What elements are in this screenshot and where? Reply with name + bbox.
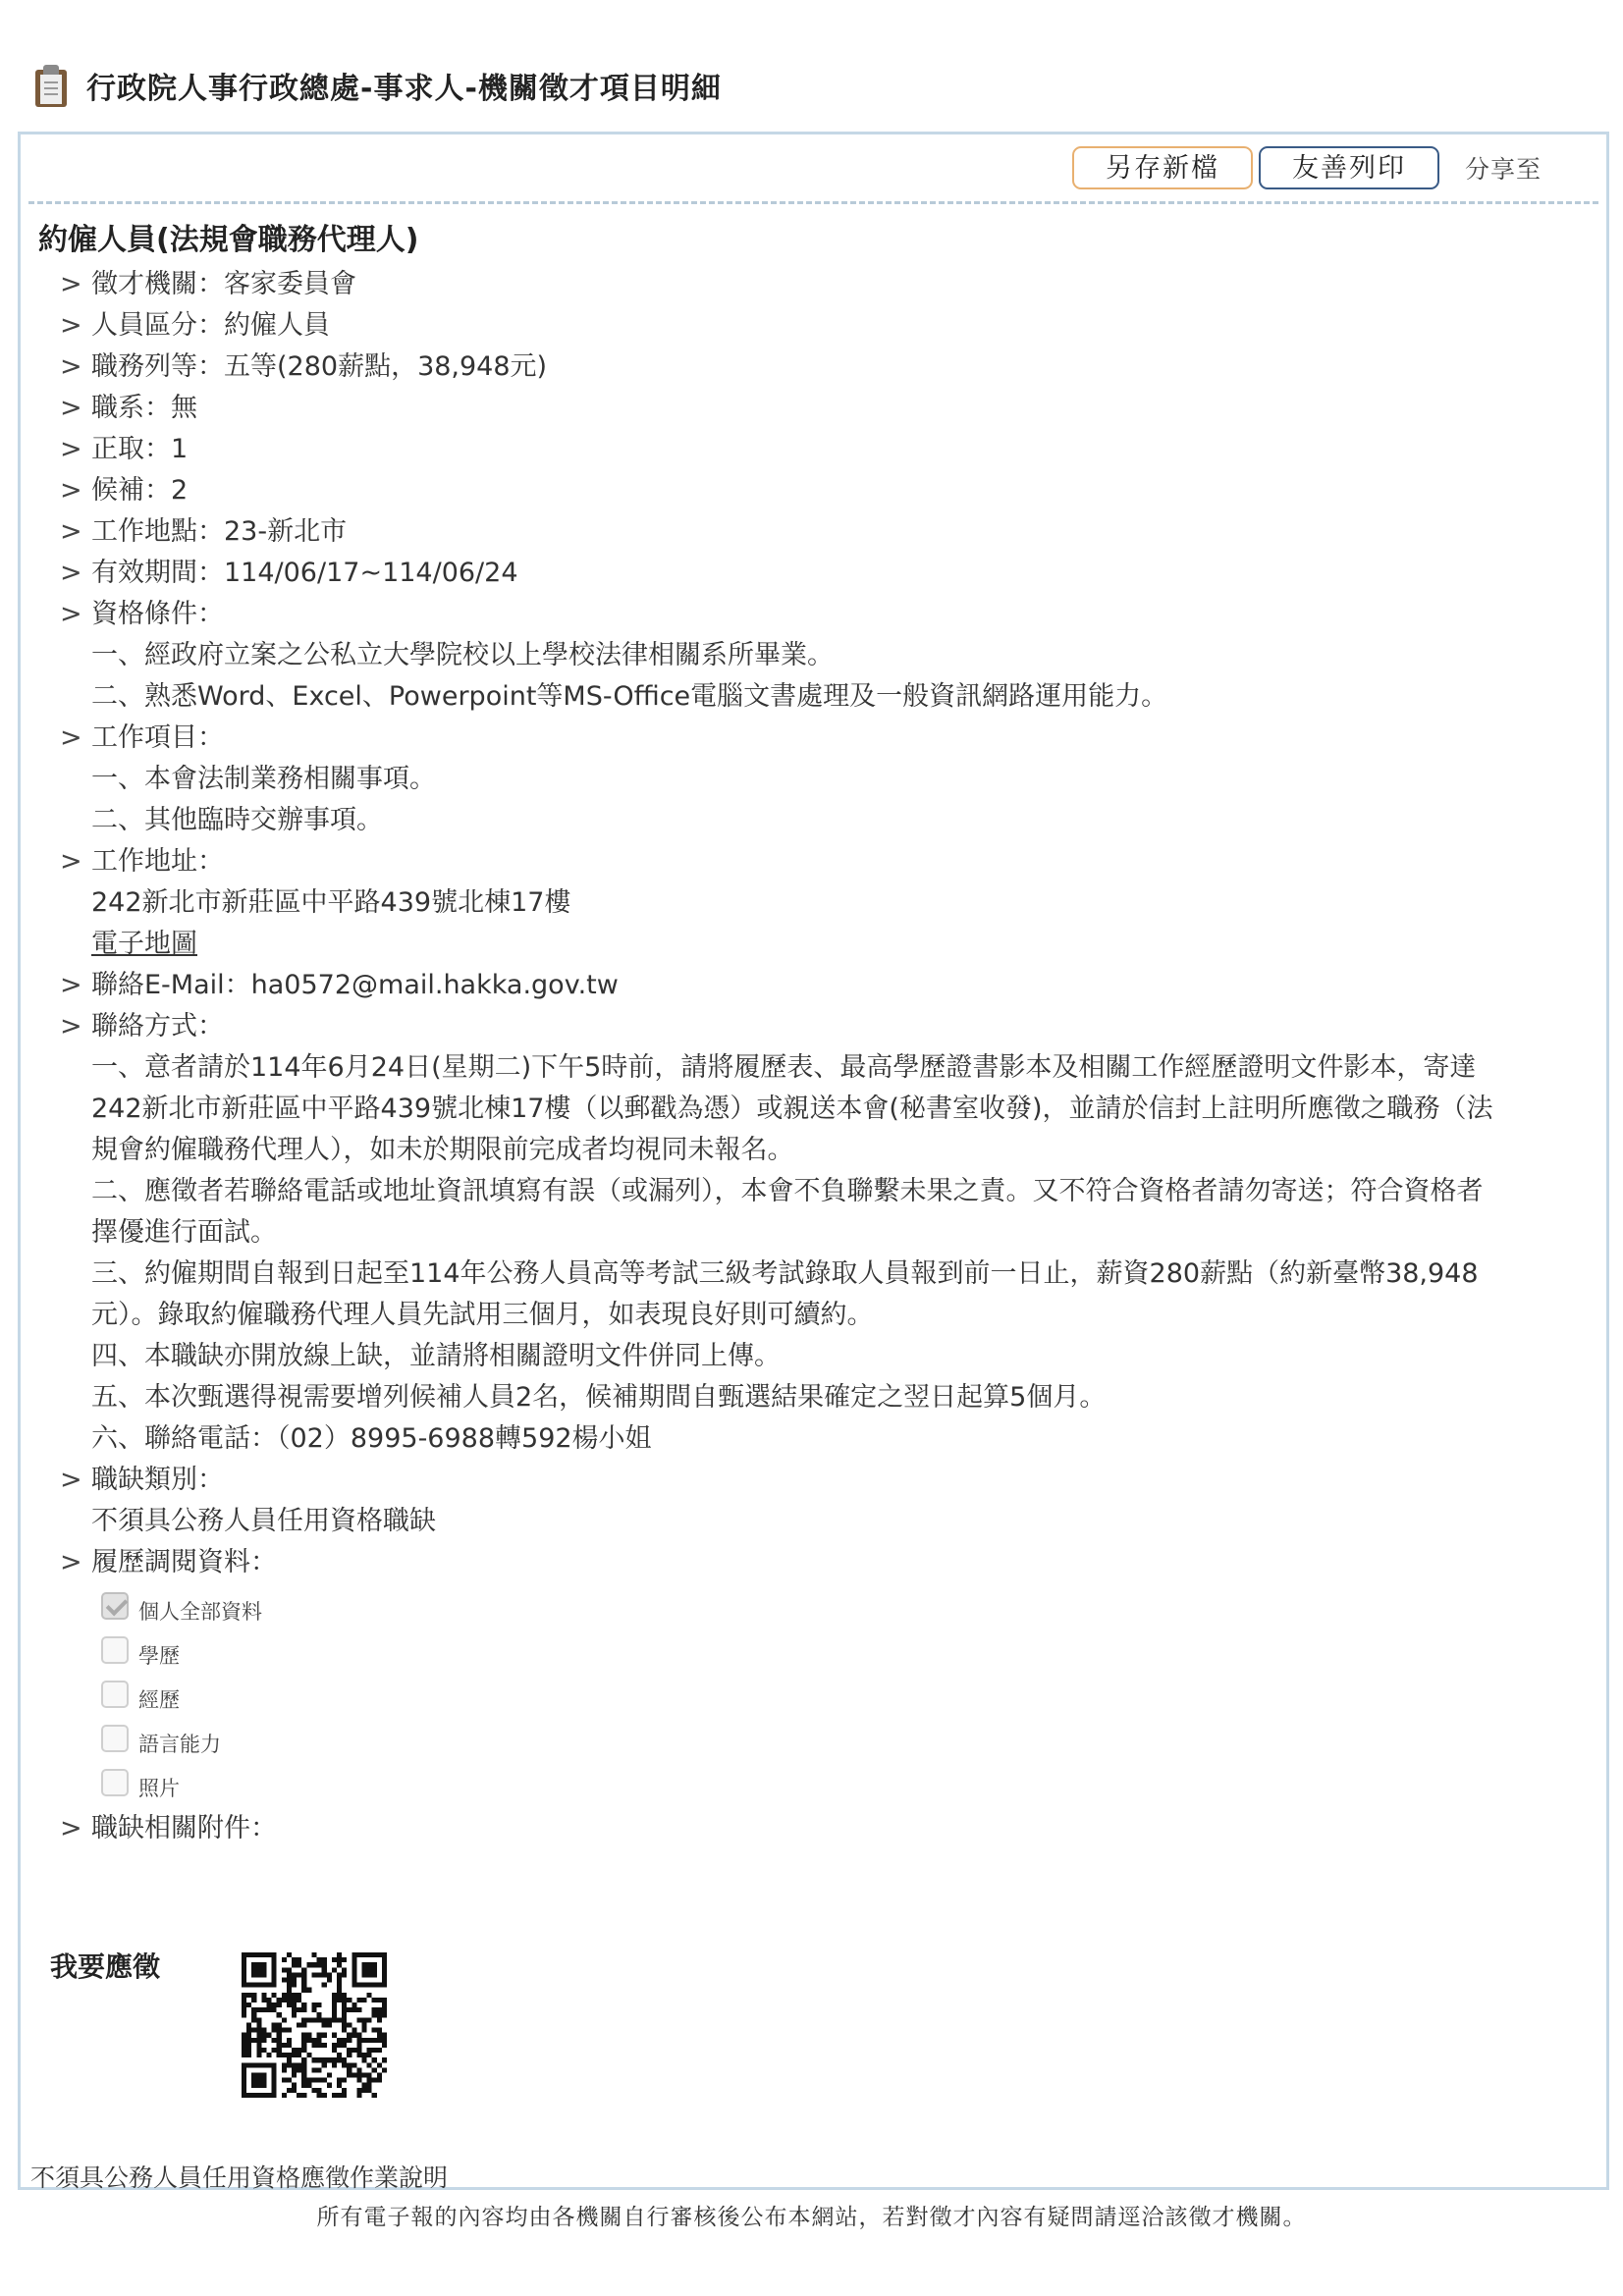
- job-title: 約僱人員(法規會職務代理人): [38, 223, 419, 257]
- dashed-divider: [28, 201, 1598, 204]
- contact-line: 規會約僱職務代理人），如未於期限前完成者均視同未報名。: [91, 1135, 794, 1165]
- chevron-right-icon: >: [60, 558, 82, 588]
- duty-line: 一、本會法制業務相關事項。: [91, 764, 436, 794]
- contact-line: 五、本次甄選得視需要增列候補人員2名，候補期間自甄選結果確定之翌日起算5個月。: [91, 1382, 1107, 1413]
- field-address: > 工作地址：: [38, 841, 1609, 882]
- footer-note: 所有電子報的內容均由各機關自行審核後公布本網站，若對徵才內容有疑問請逕洽該徵才機關。: [316, 2205, 1307, 2230]
- contact-line: 元）。錄取約僱職務代理人員先試用三個月，如表現良好則可續約。: [91, 1300, 874, 1330]
- chevron-right-icon: >: [60, 1813, 82, 1843]
- checkbox[interactable]: [101, 1725, 129, 1752]
- detail-list: [38, 264, 1609, 1849]
- toolbar: [1072, 146, 1542, 189]
- chevron-right-icon: >: [60, 722, 82, 753]
- chevron-right-icon: >: [60, 393, 82, 423]
- checkbox[interactable]: [101, 1681, 129, 1708]
- clipboard-icon: [33, 64, 69, 107]
- contact-line: 一、意者請於114年6月24日(星期二)下午5時前，請將履歷表、最高學歷證書影本及相關工作經歷證明文件影本，寄達: [91, 1052, 1477, 1083]
- field-attachments: > 職缺相關附件：: [38, 1808, 1609, 1849]
- field-location: > 工作地點：23-新北市: [38, 511, 1609, 553]
- apply-label[interactable]: 我要應徵: [50, 1950, 161, 1983]
- contact-line: 四、本職缺亦開放線上缺，並請將相關證明文件併同上傳。: [91, 1341, 781, 1371]
- field-contact: > 聯絡方式：: [38, 1006, 1609, 1047]
- contact-line: 六、聯絡電話：（02）8995-6988轉592楊小姐: [91, 1423, 652, 1454]
- resume-option-experience: 經歷: [101, 1672, 1609, 1716]
- field-qualifications: > 資格條件：: [38, 594, 1609, 635]
- qualification-line: 二、熟悉Word、Excel、Powerpoint等MS-Office電腦文書處理及一般資訊網路運用能力。: [91, 681, 1168, 712]
- chevron-right-icon: >: [60, 970, 82, 1000]
- checkbox[interactable]: [101, 1636, 129, 1664]
- chevron-right-icon: >: [60, 1011, 82, 1041]
- chevron-right-icon: >: [60, 269, 82, 299]
- field-grade: > 職務列等：五等(280薪點，38,948元): [38, 347, 1609, 388]
- map-link[interactable]: 電子地圖: [91, 929, 197, 959]
- resume-option-language: 語言能力: [101, 1716, 1609, 1760]
- field-alternates: > 候補：2: [38, 470, 1609, 511]
- job-detail-panel: [18, 132, 1609, 2190]
- field-email: > 聯絡E-Mail：ha0572@mail.hakka.gov.tw: [38, 965, 1609, 1006]
- field-admitted: > 正取：1: [38, 429, 1609, 470]
- qualification-line: 一、經政府立案之公私立大學院校以上學校法律相關系所畢業。: [91, 640, 834, 670]
- contact-line: 擇優進行面試。: [91, 1217, 277, 1248]
- chevron-right-icon: >: [60, 434, 82, 464]
- checkbox[interactable]: [101, 1592, 129, 1620]
- chevron-right-icon: >: [60, 846, 82, 877]
- duty-line: 二、其他臨時交辦事項。: [91, 805, 383, 835]
- resume-option-education: 學歷: [101, 1628, 1609, 1672]
- category-text: 不須具公務人員任用資格職缺: [91, 1506, 436, 1536]
- field-period: > 有效期間：114/06/17~114/06/24: [38, 553, 1609, 594]
- contact-line: 二、應徵者若聯絡電話或地址資訊填寫有誤（或漏列），本會不負聯繫未果之責。又不符合資格者請勿寄送；符合資格者: [91, 1176, 1484, 1206]
- contact-line: 三、約僱期間自報到日起至114年公務人員高等考試三級考試錄取人員報到前一日止，薪資280薪點（約新臺幣38,948: [91, 1258, 1479, 1289]
- checkbox[interactable]: [101, 1769, 129, 1796]
- field-duties: > 工作項目：: [38, 718, 1609, 759]
- resume-option-all: 個人全部資料: [101, 1583, 1609, 1628]
- page-header: [33, 61, 722, 110]
- chevron-right-icon: >: [60, 599, 82, 629]
- qr-code-icon[interactable]: [242, 1952, 387, 2098]
- field-agency: > 徵才機關：客家委員會: [38, 264, 1609, 305]
- contact-line: 242新北市新莊區中平路439號北棟17樓（以郵戳為憑）或親送本會(秘書室收發)，並請於信封上註明所應徵之職務（法: [91, 1094, 1493, 1124]
- page-title: 行政院人事行政總處-事求人-機關徵才項目明細: [86, 72, 722, 106]
- chevron-right-icon: >: [60, 1465, 82, 1495]
- resume-option-photo: 照片: [101, 1760, 1609, 1804]
- resume-options: [38, 1583, 1609, 1804]
- share-label[interactable]: 分享至: [1464, 155, 1542, 184]
- field-category: > 職缺類別：: [38, 1460, 1609, 1501]
- print-button[interactable]: 友善列印: [1259, 146, 1439, 189]
- chevron-right-icon: >: [60, 475, 82, 506]
- chevron-right-icon: >: [60, 310, 82, 341]
- save-as-button[interactable]: 另存新檔: [1072, 146, 1253, 189]
- address-text: 242新北市新莊區中平路439號北棟17樓: [91, 887, 571, 918]
- field-series: > 職系：無: [38, 388, 1609, 429]
- field-resume: > 履歷調閱資料：: [38, 1542, 1609, 1583]
- field-staff-type: > 人員區分：約僱人員: [38, 305, 1609, 347]
- chevron-right-icon: >: [60, 1547, 82, 1577]
- chevron-right-icon: >: [60, 351, 82, 382]
- chevron-right-icon: >: [60, 516, 82, 547]
- qualification-guide-link[interactable]: 不須具公務人員任用資格應徵作業說明: [30, 2163, 449, 2192]
